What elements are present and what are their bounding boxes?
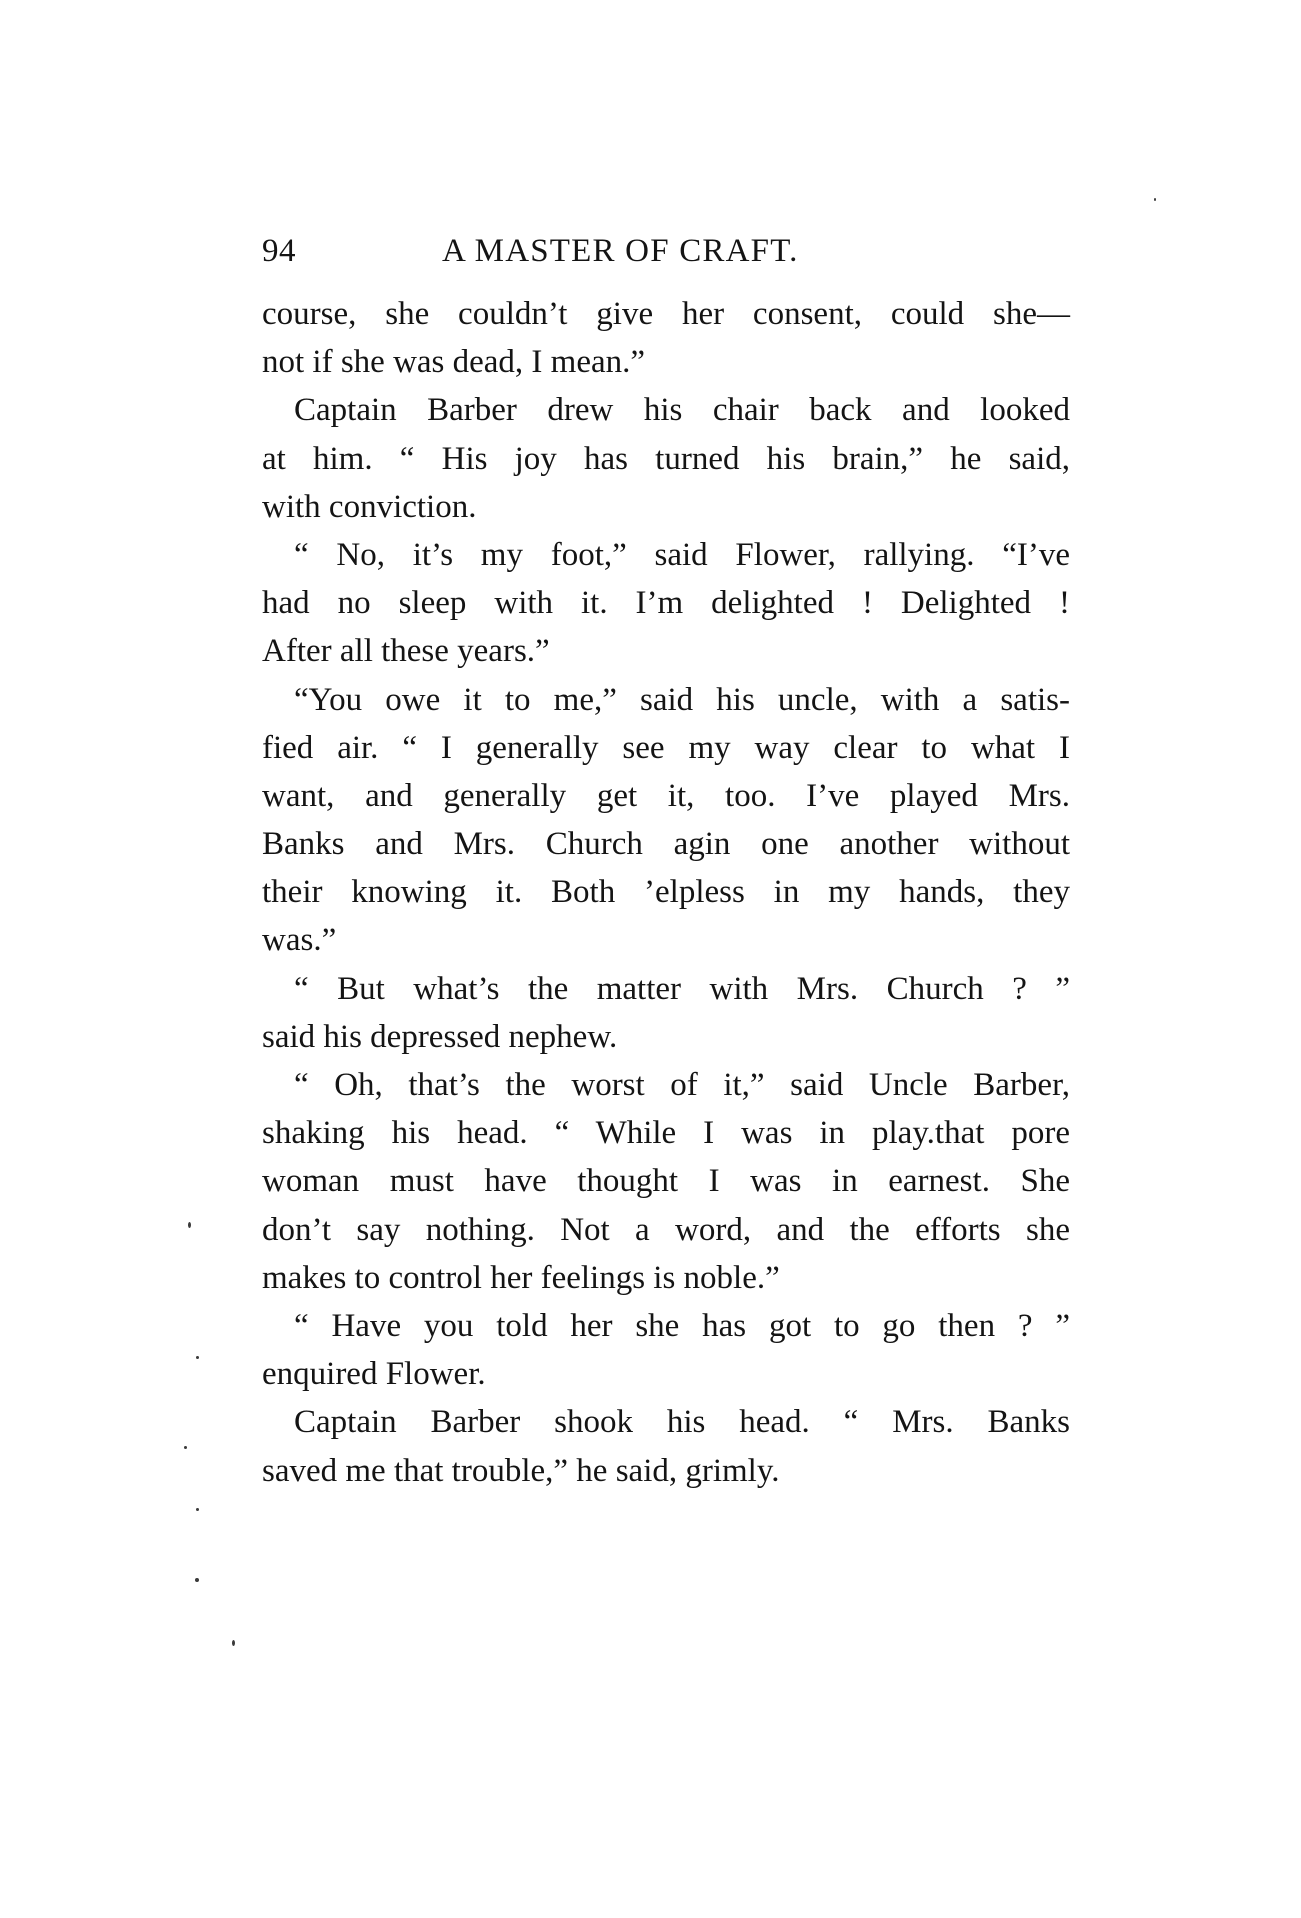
text-line-7: had no sleep with it. I’m delighted ! Delighted !: [262, 585, 1070, 622]
text-line-20: don’t say nothing. Not a word, and the efforts she: [262, 1211, 1070, 1248]
text-line-19: woman must have thought I was in earnest. She: [262, 1163, 1070, 1200]
scan-speck: [232, 1640, 235, 1646]
text-line-3: Captain Barber drew his chair back and looked: [294, 392, 1070, 429]
page-number: 94: [262, 233, 296, 269]
text-line-1: course, she couldn’t give her consent, could she—: [262, 296, 1070, 332]
text-line-12: Banks and Mrs. Church agin one another without: [262, 826, 1070, 863]
text-line-11: want, and generally get it, too. I’ve played Mrs.: [262, 777, 1070, 814]
scan-speck: [195, 1578, 199, 1582]
text-line-17: “ Oh, that’s the worst of it,” said Uncle Barber,: [294, 1067, 1070, 1103]
text-line-21: makes to control her feelings is noble.”: [262, 1259, 780, 1296]
scan-speck: [196, 1508, 199, 1511]
scan-speck: [188, 1222, 191, 1228]
text-line-5: with conviction.: [262, 488, 477, 525]
text-line-16: said his depressed nephew.: [262, 1018, 618, 1055]
text-line-6: “ No, it’s my foot,” said Flower, rallying. “I’ve: [294, 536, 1070, 573]
scan-speck: [1154, 198, 1156, 201]
running-head: [262, 226, 1070, 276]
running-title: A MASTER OF CRAFT.: [442, 233, 799, 269]
text-line-18: shaking his head. “ While I was in play.that pore: [262, 1115, 1070, 1152]
text-line-14: was.”: [262, 922, 337, 959]
scan-speck: [184, 1446, 187, 1449]
text-line-9: “You owe it to me,” said his uncle, with a satis-: [294, 681, 1070, 718]
text-line-8: After all these years.”: [262, 633, 550, 670]
text-line-2: not if she was dead, I mean.”: [262, 344, 646, 381]
scan-speck: [196, 1356, 199, 1359]
body-text: [262, 290, 1070, 1495]
text-line-24: Captain Barber shook his head. “ Mrs. Banks: [294, 1404, 1070, 1441]
text-line-4: at him. “ His joy has turned his brain,” he said,: [262, 440, 1070, 477]
text-line-10: fied air. “ I generally see my way clear to what I: [262, 729, 1070, 766]
text-line-25: saved me that trouble,” he said, grimly.: [262, 1452, 780, 1489]
text-line-15: “ But what’s the matter with Mrs. Church ? ”: [294, 970, 1070, 1007]
text-line-23: enquired Flower.: [262, 1356, 486, 1393]
text-line-13: their knowing it. Both ’elpless in my hands, they: [262, 874, 1070, 911]
text-line-22: “ Have you told her she has got to go then ? ”: [294, 1307, 1070, 1344]
